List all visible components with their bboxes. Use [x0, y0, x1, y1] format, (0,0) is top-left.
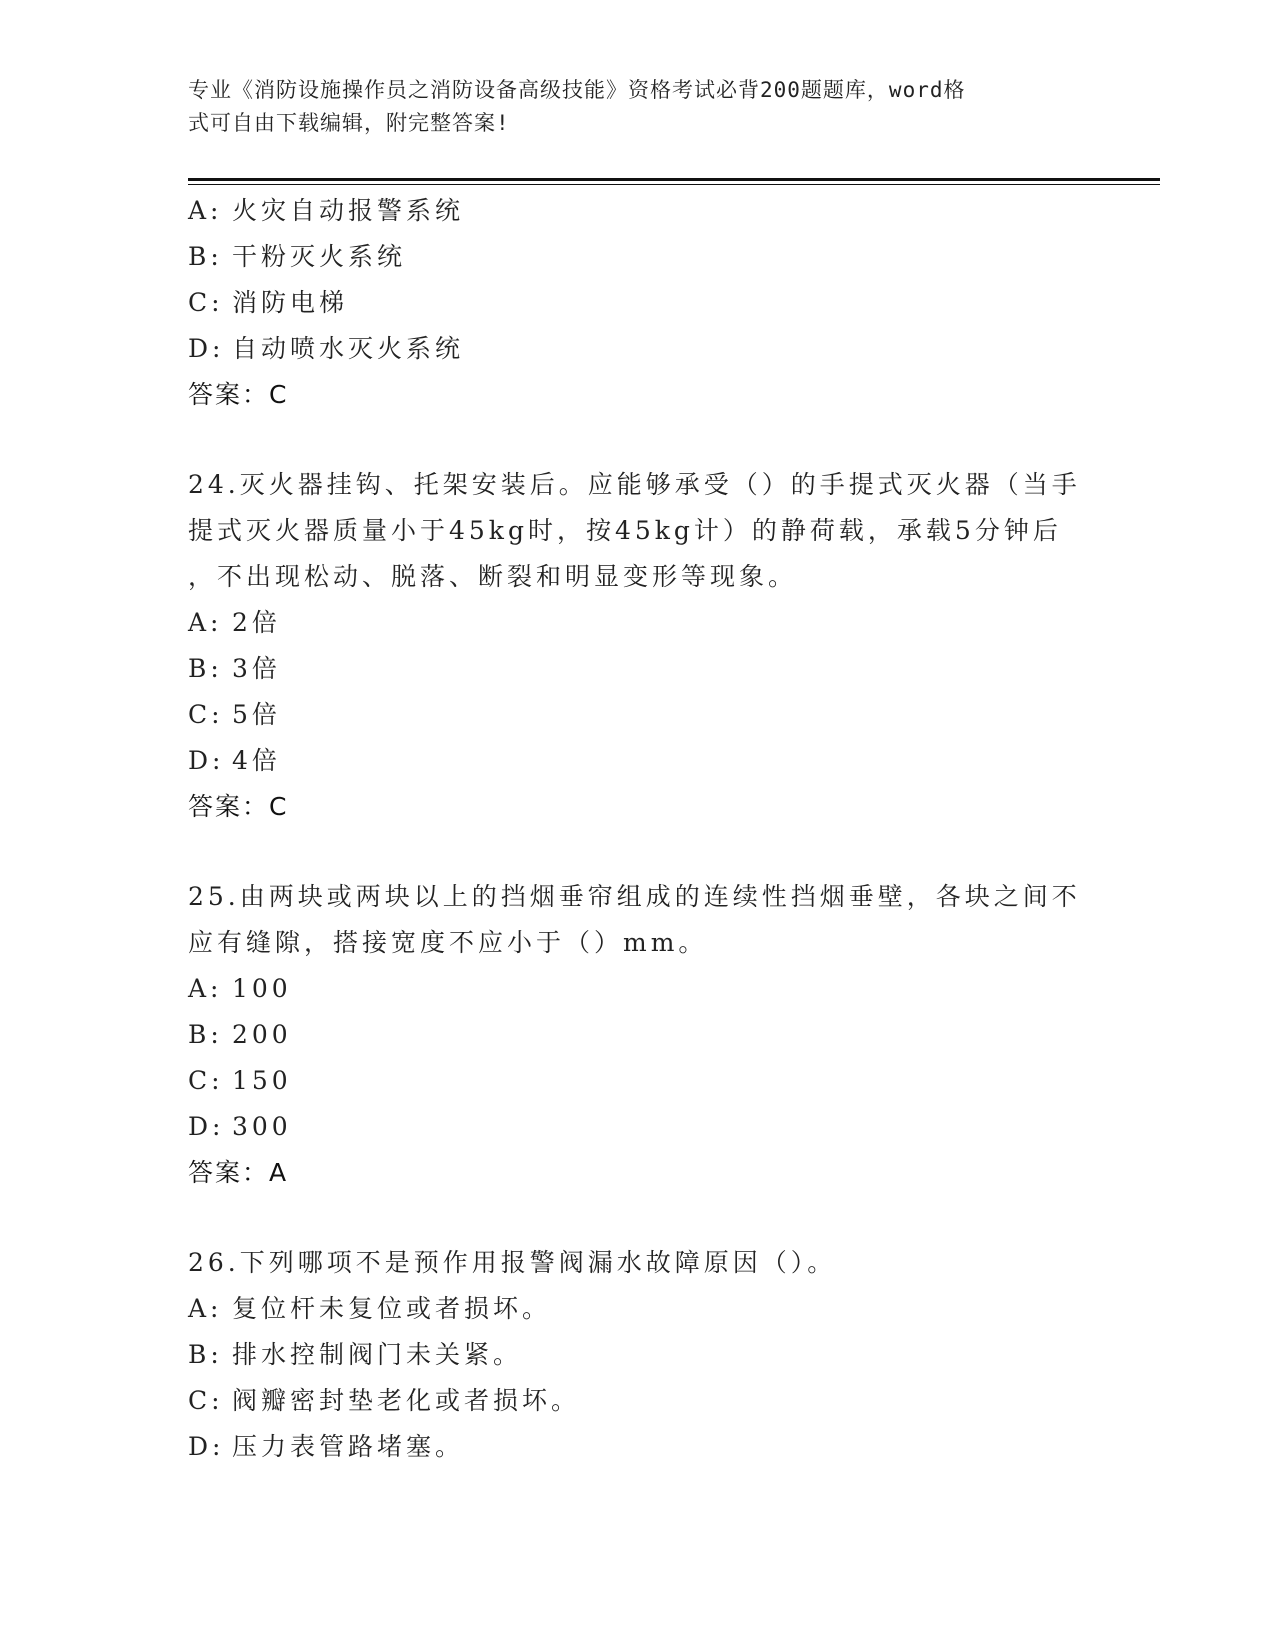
- block-spacer: [188, 418, 1088, 462]
- question-text-line: 提式灭火器质量小于45kg时，按45kg计）的静荷载，承载5分钟后: [188, 516, 1062, 545]
- option-text: 阀瓣密封垫老化或者损坏。: [232, 1386, 581, 1415]
- option-a: [188, 966, 1088, 1012]
- answer-line: 答案：C: [188, 380, 289, 409]
- option-d: [188, 326, 1088, 372]
- option-label: C:: [188, 288, 224, 317]
- option-d: [188, 738, 1088, 784]
- option-label: C:: [188, 1066, 224, 1095]
- option-label: D:: [188, 1432, 225, 1461]
- option-c: [188, 1378, 1088, 1424]
- header-rule-thin: [188, 184, 1160, 185]
- option-c: [188, 692, 1088, 738]
- header-rule-thick: [188, 178, 1160, 181]
- option-c: [188, 1058, 1088, 1104]
- question-list: [188, 188, 1088, 1470]
- option-b: [188, 234, 1088, 280]
- document-header: [188, 74, 1068, 140]
- option-text: 150: [232, 1066, 292, 1095]
- option-text: 压力表管路堵塞。: [232, 1432, 465, 1461]
- option-label: A:: [188, 608, 223, 637]
- option-label: B:: [188, 1020, 223, 1049]
- option-text: 复位杆未复位或者损坏。: [232, 1294, 552, 1323]
- option-text: 消防电梯: [232, 288, 349, 317]
- option-text: 300: [232, 1112, 292, 1141]
- question-text-line: 26.下列哪项不是预作用报警阀漏水故障原因（）。: [188, 1248, 837, 1277]
- option-label: B:: [188, 654, 223, 683]
- answer-line: 答案：C: [188, 792, 289, 821]
- question-text-line: 应有缝隙，搭接宽度不应小于（）mm。: [188, 928, 708, 957]
- option-a: [188, 600, 1088, 646]
- option-label: D:: [188, 334, 225, 363]
- question-text-line: ，不出现松动、脱落、断裂和明显变形等现象。: [188, 562, 798, 591]
- option-label: A:: [188, 196, 223, 225]
- answer-line: 答案：A: [188, 1158, 289, 1187]
- option-text: 5倍: [232, 700, 281, 729]
- question-block-25: [188, 874, 1088, 1196]
- question-block-24: [188, 462, 1088, 830]
- option-label: D:: [188, 1112, 225, 1141]
- option-text: 自动喷水灭火系统: [232, 334, 465, 363]
- block-spacer: [188, 830, 1088, 874]
- header-line-1: 专业《消防设施操作员之消防设备高级技能》资格考试必背200题题库，word格: [188, 78, 966, 102]
- question-text-line: 24.灭火器挂钩、托架安装后。应能够承受（）的手提式灭火器（当手: [188, 470, 1081, 499]
- option-label: C:: [188, 1386, 224, 1415]
- option-d: [188, 1424, 1088, 1470]
- option-text: 3倍: [232, 654, 281, 683]
- option-text: 火灾自动报警系统: [232, 196, 465, 225]
- option-text: 4倍: [232, 746, 281, 775]
- option-a: [188, 1286, 1088, 1332]
- block-spacer: [188, 1196, 1088, 1240]
- question-text-line: 25.由两块或两块以上的挡烟垂帘组成的连续性挡烟垂壁，各块之间不: [188, 882, 1081, 911]
- question-block-26: [188, 1240, 1088, 1470]
- header-line-2: 式可自由下载编辑，附完整答案!: [188, 111, 510, 135]
- option-label: A:: [188, 974, 223, 1003]
- option-b: [188, 1012, 1088, 1058]
- option-label: C:: [188, 700, 224, 729]
- option-label: B:: [188, 242, 223, 271]
- option-d: [188, 1104, 1088, 1150]
- option-b: [188, 646, 1088, 692]
- option-label: D:: [188, 746, 225, 775]
- question-block-23: [188, 188, 1088, 418]
- option-text: 100: [232, 974, 292, 1003]
- option-c: [188, 280, 1088, 326]
- option-text: 200: [232, 1020, 292, 1049]
- option-text: 2倍: [232, 608, 281, 637]
- option-label: A:: [188, 1294, 223, 1323]
- option-text: 排水控制阀门未关紧。: [232, 1340, 523, 1369]
- option-a: [188, 188, 1088, 234]
- option-b: [188, 1332, 1088, 1378]
- option-label: B:: [188, 1340, 223, 1369]
- option-text: 干粉灭火系统: [232, 242, 407, 271]
